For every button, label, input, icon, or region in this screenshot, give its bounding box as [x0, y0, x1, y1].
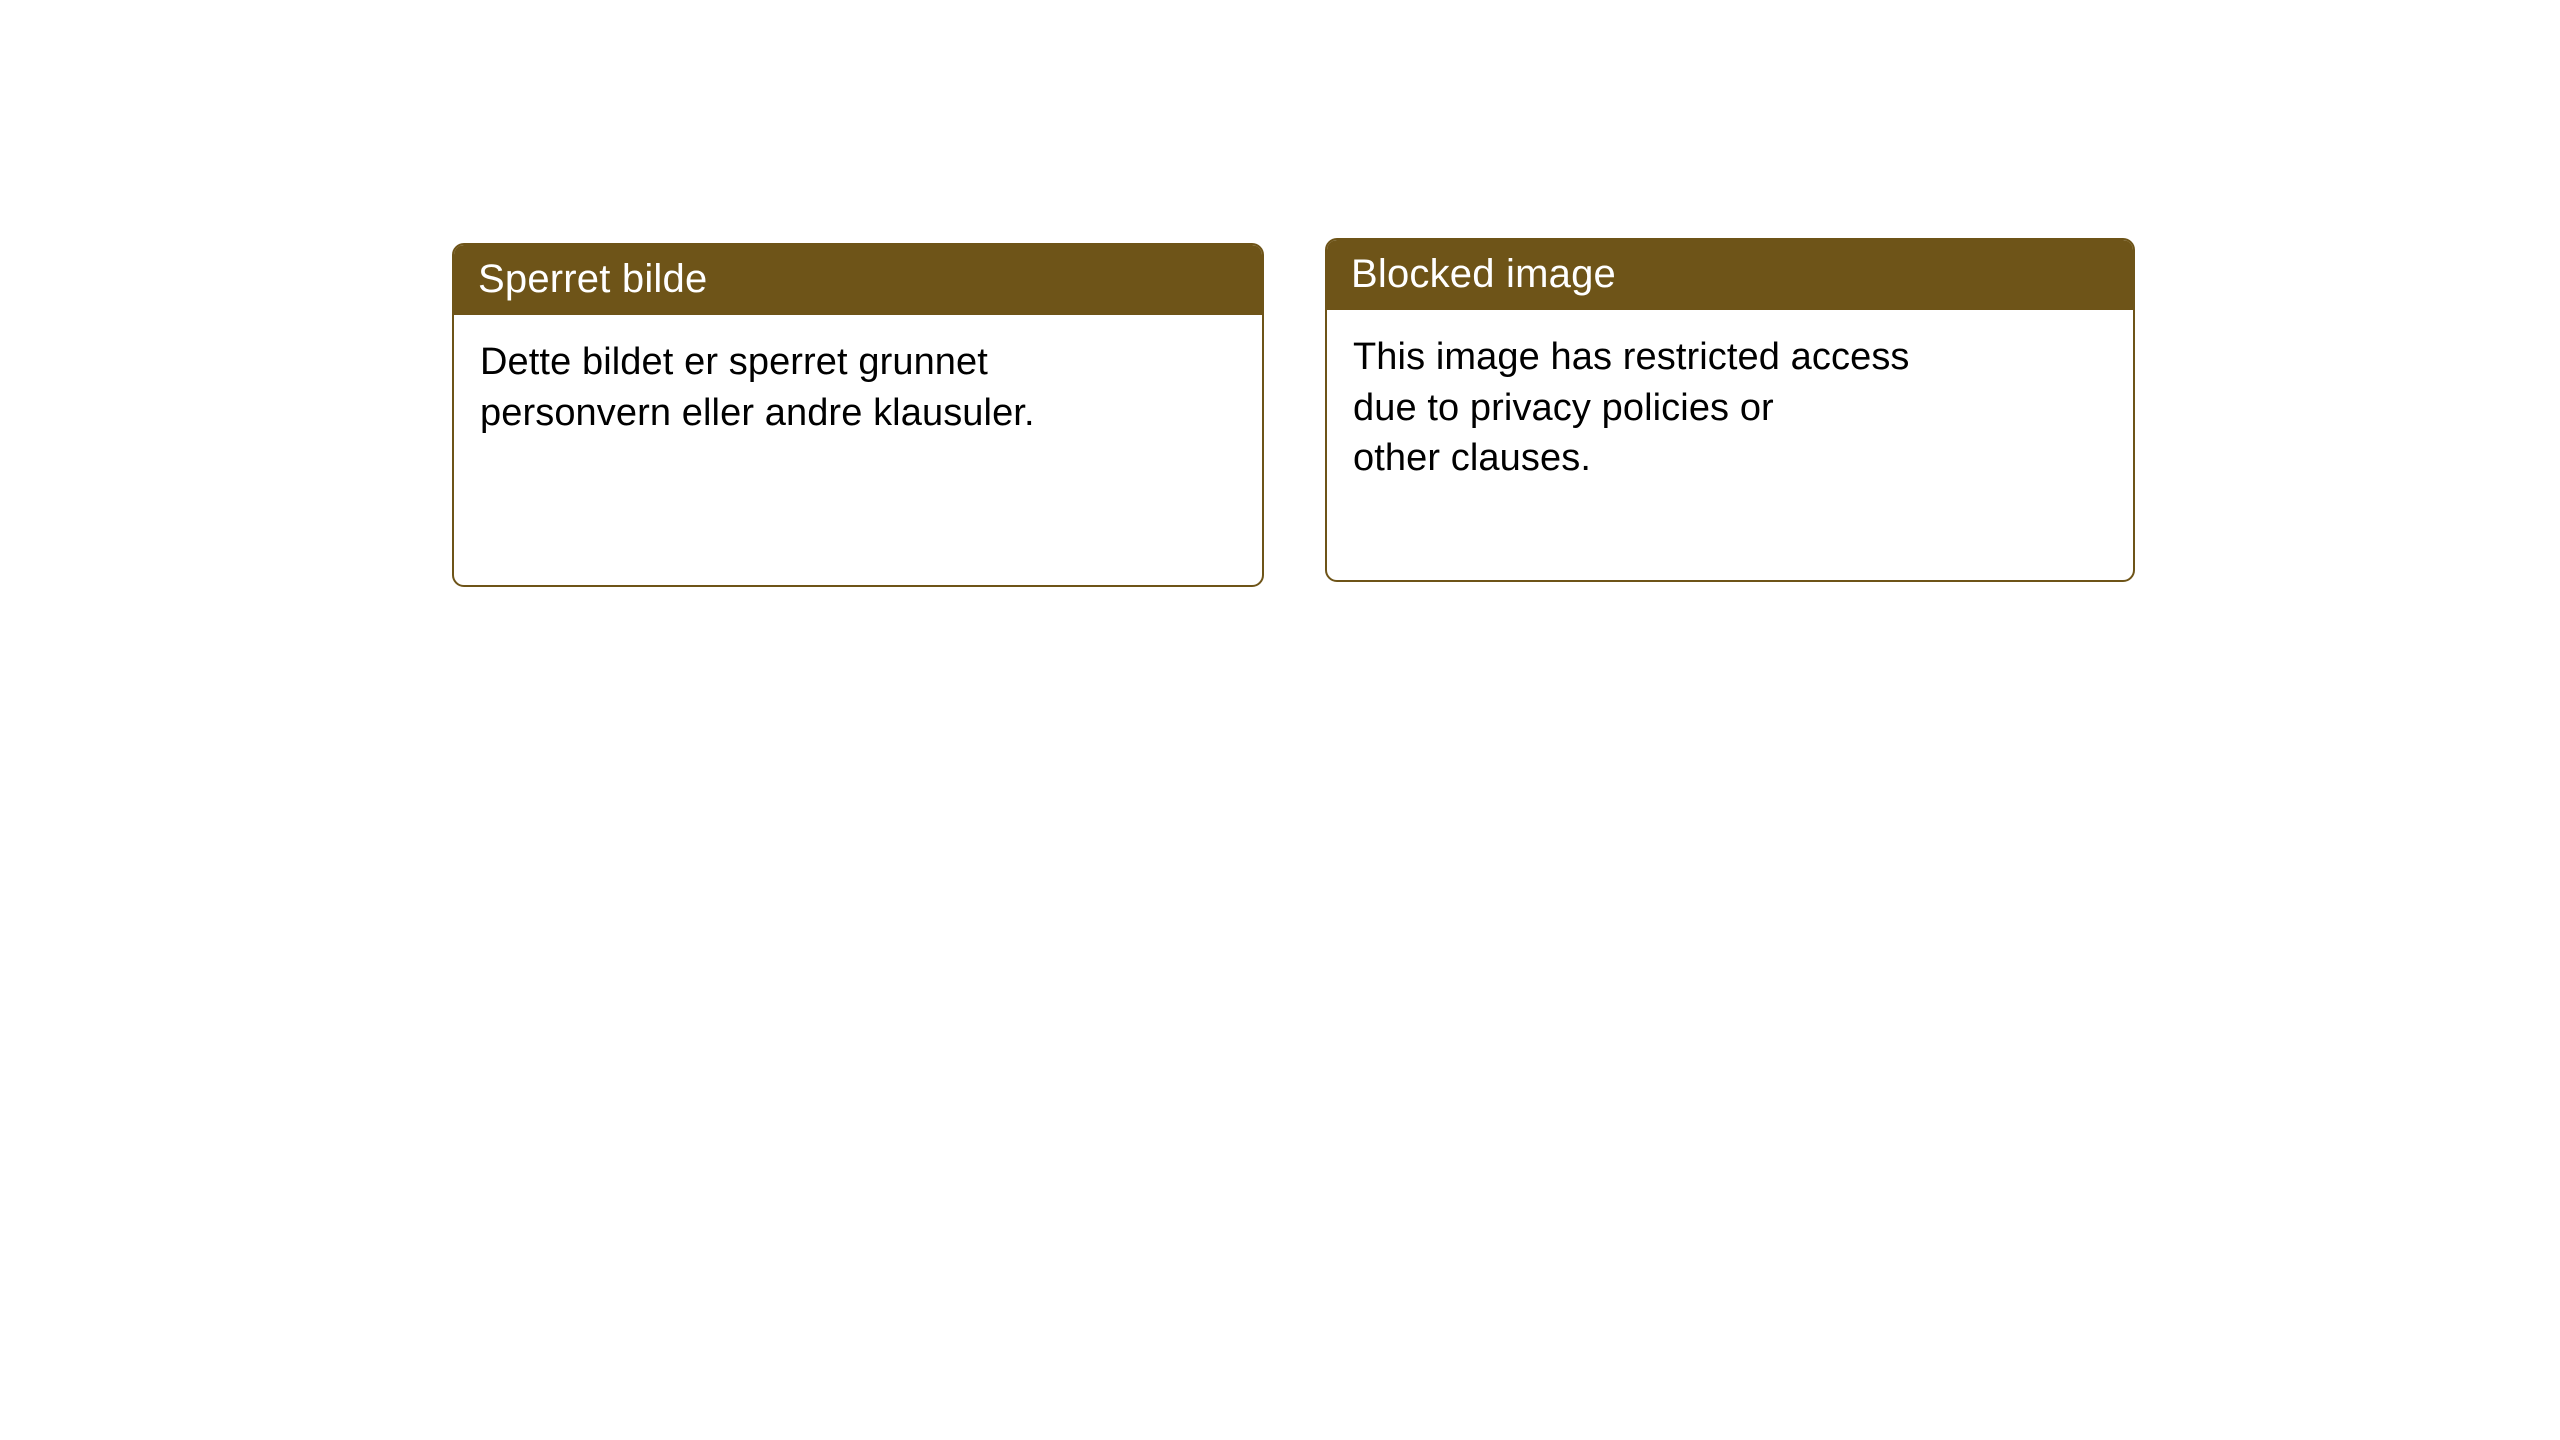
card-title-no: Sperret bilde — [454, 245, 1262, 315]
card-body-line: Dette bildet er sperret grunnet — [480, 341, 988, 383]
card-body-en — [1327, 310, 2133, 484]
blocked-image-notice-no — [452, 243, 1264, 587]
card-body-no — [454, 315, 1262, 438]
card-body-line: other clauses. — [1353, 437, 1591, 480]
card-body-line: This image has restricted access — [1353, 336, 1910, 378]
card-title-en: Blocked image — [1327, 240, 2133, 310]
card-body-line: personvern eller andre klausuler. — [480, 391, 1035, 434]
card-body-line: due to privacy policies or — [1353, 386, 1774, 429]
blocked-image-notice-en — [1325, 238, 2135, 582]
